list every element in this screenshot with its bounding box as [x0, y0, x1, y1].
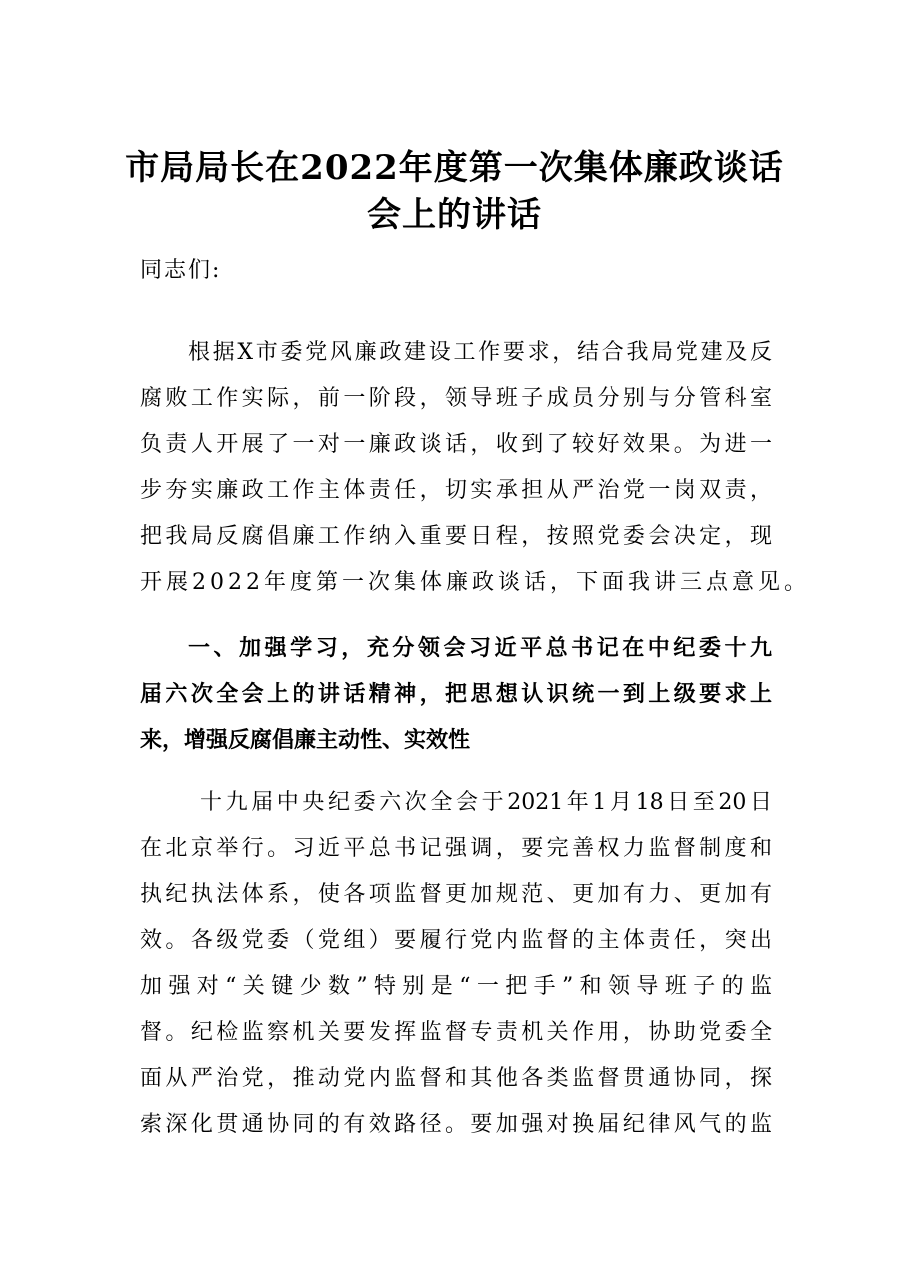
paragraph-2-line: 加强对“关键少数”特别是“一把手”和领导班子的监 — [140, 974, 772, 999]
paragraph-2-line: 索深化贯通协同的有效路径。要加强对换届纪律风气的监 — [140, 1112, 772, 1137]
paragraph-1-line: 根据X市委党风廉政建设工作要求，结合我局党建及反 — [188, 340, 772, 365]
paragraph-2-line: 督。纪检监察机关要发挥监督专责机关作用，协助党委全 — [140, 1020, 772, 1045]
section-1-heading-line: 届六次全会上的讲话精神，把思想认识统一到上级要求上 — [140, 682, 772, 707]
paragraph-1-line: 开展2022年度第一次集体廉政谈话，下面我讲三点意见。 — [140, 570, 810, 595]
section-1-heading-line: 一、加强学习，充分领会习近平总书记在中纪委十九 — [188, 636, 772, 661]
paragraph-2-line: 面从严治党，推动党内监督和其他各类监督贯通协同，探 — [140, 1066, 772, 1091]
paragraph-1-line: 步夯实廉政工作主体责任，切实承担从严治党一岗双责， — [140, 478, 772, 503]
paragraph-1-line: 腐败工作实际，前一阶段，领导班子成员分别与分管科室 — [140, 386, 772, 411]
paragraph-1-line: 负责人开展了一对一廉政谈话，收到了较好效果。为进一 — [140, 432, 772, 457]
salutation: 同志们: — [140, 258, 222, 283]
document-title-line-1: 市局局长在2022年度第一次集体廉政谈话 — [125, 148, 784, 188]
paragraph-2-line: 效。各级党委（党组）要履行党内监督的主体责任，突出 — [140, 928, 772, 953]
section-1-heading-line: 来，增强反腐倡廉主动性、实效性 — [140, 728, 471, 753]
document-title-line-2: 会上的讲话 — [367, 195, 542, 235]
paragraph-1-line: 把我局反腐倡廉工作纳入重要日程，按照党委会决定，现 — [140, 524, 772, 549]
paragraph-2-line: 执纪执法体系，使各项监督更加规范、更加有力、更加有 — [140, 882, 772, 907]
paragraph-2-line: 十九届中央纪委六次全会于2021年1月18日至20日 — [200, 790, 772, 815]
paragraph-2-line: 在北京举行。习近平总书记强调，要完善权力监督制度和 — [140, 836, 772, 861]
